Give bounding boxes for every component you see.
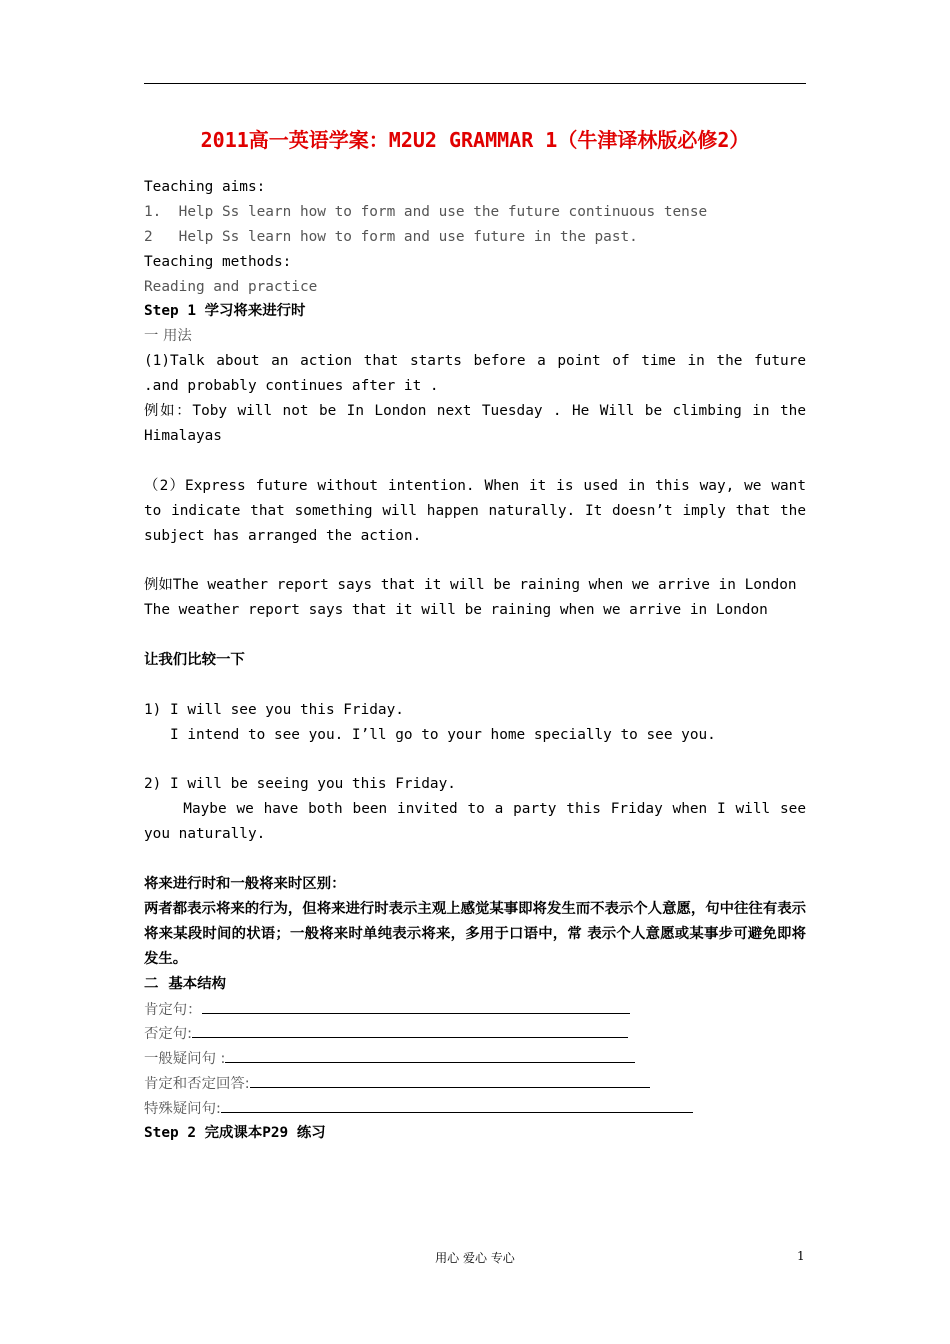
spacer <box>144 673 806 698</box>
aims-heading: Teaching aims: <box>144 179 266 195</box>
answers-blank[interactable] <box>250 1071 650 1088</box>
example-2b: The weather report says that it will be raining when we arrive in London <box>144 602 768 619</box>
methods-heading: Teaching methods: <box>144 253 292 270</box>
header-rule <box>144 83 806 84</box>
affirmative-blank[interactable] <box>202 997 630 1014</box>
affirmative-row <box>144 997 806 1022</box>
answers-label: 肯定和否定回答: <box>144 1076 250 1093</box>
answers-row <box>144 1071 806 1096</box>
compare-1a: 1) I will see you this Friday. <box>144 701 404 718</box>
special-row <box>144 1096 806 1121</box>
negative-blank[interactable] <box>192 1021 628 1038</box>
compare-2b: Maybe we have both been invited to a party this Friday when I will see you naturally. <box>144 801 815 843</box>
compare-1b: I intend to see you. I’ll go to your home specially to see you. <box>144 726 716 743</box>
example-1: 例如：Toby will not be In London next Tuesday . He Will be climbing in the Himalayas <box>144 403 806 444</box>
spacer <box>144 449 806 474</box>
compare-2a: 2) I will be seeing you this Friday. <box>144 776 456 793</box>
example-2a: 例如The weather report says that it will be raining when we arrive in London <box>144 577 797 594</box>
special-label: 特殊疑问句: <box>144 1101 221 1118</box>
special-blank[interactable] <box>221 1096 693 1113</box>
footer-text: 用心 爱心 专心 <box>435 1251 515 1265</box>
negative-row <box>144 1021 806 1046</box>
structure-heading: 二 基本结构 <box>144 975 226 992</box>
spacer <box>144 847 806 872</box>
usage-heading: 一 用法 <box>144 328 192 345</box>
step-2-heading: Step 2 完成课本P29 练习 <box>144 1125 326 1142</box>
difference-text: 两者都表示将来的行为，但将来进行时表示主观上感觉某事即将发生而不表示个人意愿，句中往往有表示将来某段时间的状语；一般将来时单纯表示将来，多用于口语中，常 表示个人意愿或某事步可避免即将发生。 <box>144 900 806 967</box>
usage-2: （2）Express future without intention. When it is used in this way, we want to indicate that something will happen naturally. It doesn’t imply that the subject has arranged the action. <box>144 477 806 544</box>
question-label: 一般疑问句 : <box>144 1051 226 1068</box>
spacer <box>144 748 806 773</box>
step-1-heading: Step 1 学习将来进行时 <box>144 303 306 320</box>
document-title: 2011高一英语学案：M2U2 GRAMMAR 1（牛津译林版必修2） <box>200 128 750 152</box>
spacer <box>144 623 806 648</box>
aim-1: 1. Help Ss learn how to form and use the future continuous tense <box>144 203 708 220</box>
compare-heading: 让我们比较一下 <box>144 652 245 669</box>
usage-1: (1)Talk about an action that starts before a point of time in the future .and probably continues after it . <box>144 353 806 395</box>
question-row <box>144 1046 806 1071</box>
affirmative-label: 肯定句： <box>144 1001 202 1018</box>
question-blank[interactable] <box>225 1046 635 1063</box>
aim-2: 2 Help Ss learn how to form and use future in the past. <box>144 228 638 245</box>
document-body <box>144 175 815 1146</box>
negative-label: 否定句: <box>144 1026 193 1043</box>
difference-heading: 将来进行时和一般将来时区别： <box>144 876 346 893</box>
page-number: 1 <box>797 1249 805 1263</box>
methods-text: Reading and practice <box>144 278 318 295</box>
spacer <box>144 548 806 573</box>
